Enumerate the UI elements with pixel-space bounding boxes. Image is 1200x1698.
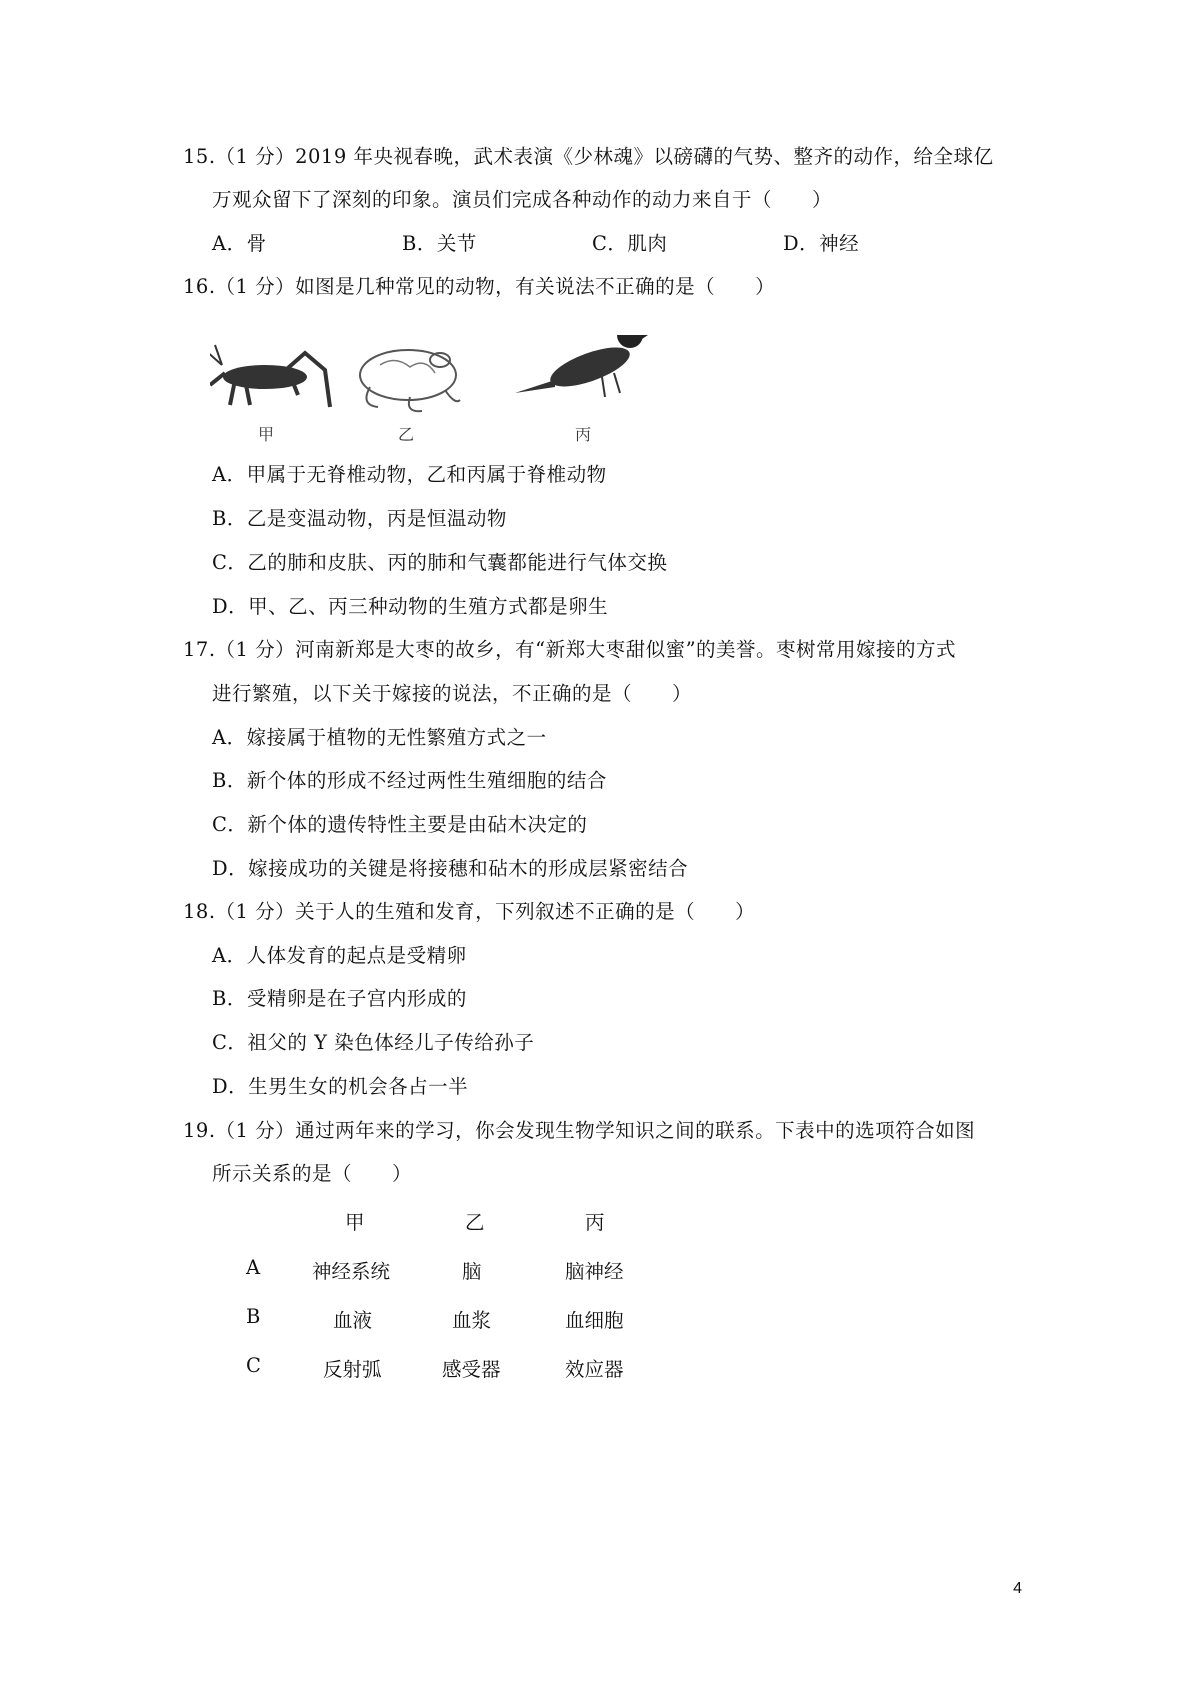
q19-stem-line2: 所示关系的是（ ） xyxy=(212,1162,413,1185)
q18-option-d: D．生男生女的机会各占一半 xyxy=(212,1075,469,1098)
page-number: 4 xyxy=(1013,1580,1022,1597)
q17-option-d: D．嫁接成功的关键是将接穗和砧木的形成层紧密结合 xyxy=(212,857,689,880)
table-cell-label: A xyxy=(246,1256,261,1279)
q15-stem-line1: 15.（1 分）2019 年央视春晚，武术表演《少林魂》以磅礴的气势、整齐的动作，给全球亿 xyxy=(183,145,994,168)
table-cell-bing: 脑神经 xyxy=(565,1260,624,1283)
q17-stem-line2: 进行繁殖，以下关于嫁接的说法，不正确的是（ ） xyxy=(212,682,693,705)
q17-stem-line1: 17.（1 分）河南新郑是大枣的故乡，有“新郑大枣甜似蜜”的美誉。枣树常用嫁接的方式 xyxy=(183,638,957,661)
bird-image xyxy=(515,335,654,397)
q15-option-a: A．骨 xyxy=(212,232,267,255)
table-cell-jia: 反射弧 xyxy=(323,1358,382,1381)
q15-option-c: C．肌肉 xyxy=(592,232,668,255)
table-cell-bing: 血细胞 xyxy=(565,1309,624,1332)
table-header-yi: 乙 xyxy=(465,1211,485,1234)
q17-option-b: B．新个体的形成不经过两性生殖细胞的结合 xyxy=(212,769,607,792)
table-cell-yi: 感受器 xyxy=(442,1358,501,1381)
q17-option-a: A．嫁接属于植物的无性繁殖方式之一 xyxy=(212,726,547,749)
grasshopper-image xyxy=(210,345,330,407)
frog-image xyxy=(360,350,460,411)
table-cell-jia: 神经系统 xyxy=(312,1260,391,1283)
q16-option-a: A．甲属于无脊椎动物，乙和丙属于脊椎动物 xyxy=(212,463,607,486)
table-cell-jia: 血液 xyxy=(333,1309,373,1332)
table-cell-bing: 效应器 xyxy=(565,1358,624,1381)
q19-stem-line1: 19.（1 分）通过两年来的学习，你会发现生物学知识之间的联系。下表中的选项符合如图 xyxy=(183,1119,976,1142)
table-cell-label: C xyxy=(246,1354,261,1377)
q15-option-b: B．关节 xyxy=(402,232,477,255)
caption-yi: 乙 xyxy=(398,425,415,444)
table-cell-label: B xyxy=(246,1305,261,1328)
q17-option-c: C．新个体的遗传特性主要是由砧木决定的 xyxy=(212,813,588,836)
q15-stem-line2: 万观众留下了深刻的印象。演员们完成各种动作的动力来自于（ ） xyxy=(212,188,833,211)
caption-jia: 甲 xyxy=(258,425,275,444)
q16-option-d: D．甲、乙、丙三种动物的生殖方式都是卵生 xyxy=(212,595,609,618)
table-cell-yi: 脑 xyxy=(462,1260,482,1283)
q16-option-c: C．乙的肺和皮肤、丙的肺和气囊都能进行气体交换 xyxy=(212,551,668,574)
table-cell-yi: 血浆 xyxy=(452,1309,492,1332)
q16-option-b: B．乙是变温动物，丙是恒温动物 xyxy=(212,507,507,530)
q18-option-c: C．祖父的 Y 染色体经儿子传给孙子 xyxy=(212,1031,535,1054)
table-header-bing: 丙 xyxy=(585,1211,605,1234)
q16-stem: 16.（1 分）如图是几种常见的动物，有关说法不正确的是（ ） xyxy=(183,275,776,298)
q18-option-a: A．人体发育的起点是受精卵 xyxy=(212,944,467,967)
q18-stem: 18.（1 分）关于人的生殖和发育，下列叙述不正确的是（ ） xyxy=(183,900,756,923)
caption-bing: 丙 xyxy=(575,425,592,444)
q18-option-b: B．受精卵是在子宫内形成的 xyxy=(212,987,467,1010)
table-header-jia: 甲 xyxy=(345,1211,365,1234)
q15-option-d: D．神经 xyxy=(783,232,860,255)
